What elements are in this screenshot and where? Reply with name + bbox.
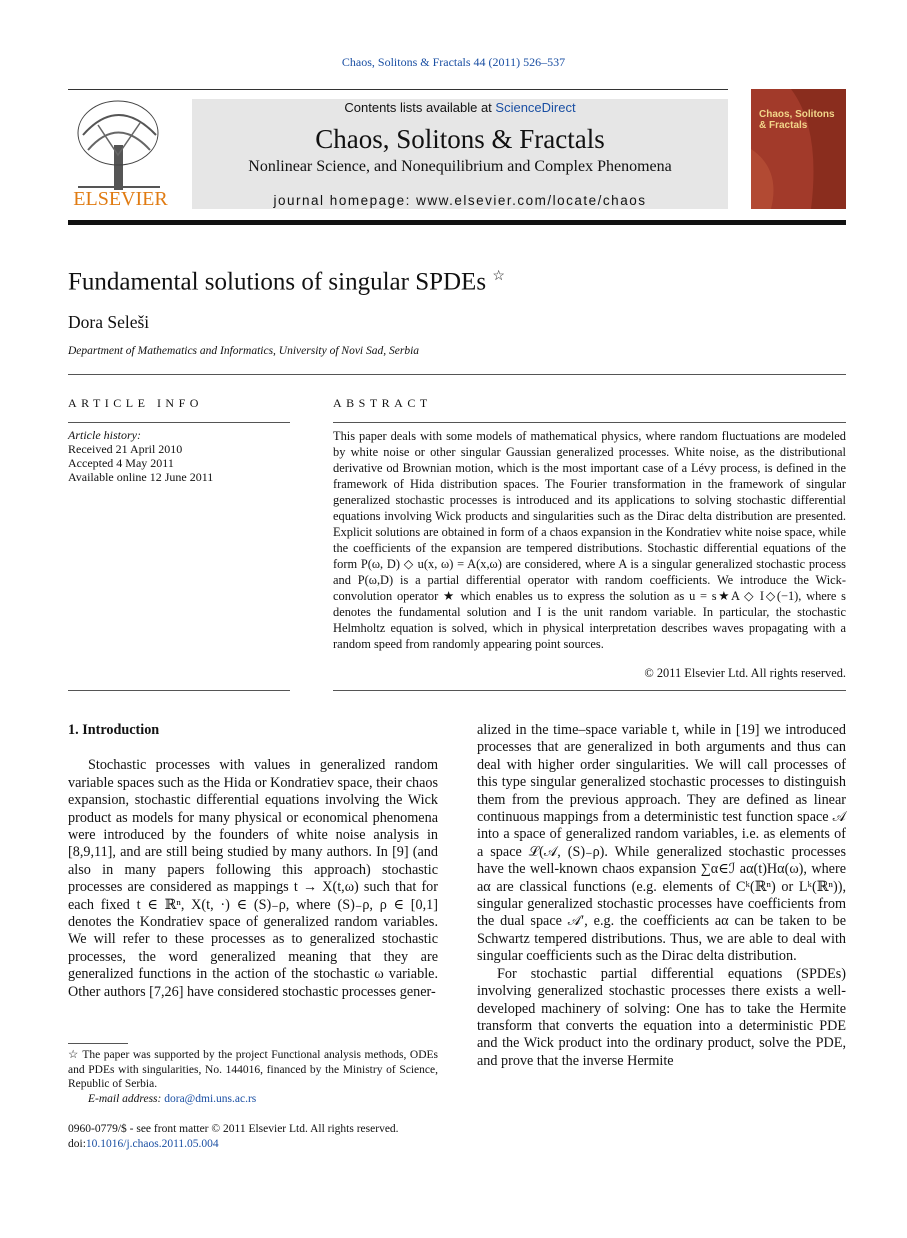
doi-link[interactable]: 10.1016/j.chaos.2011.05.004: [85, 1137, 219, 1150]
abstract-rule-bottom: [333, 690, 846, 691]
footnote-mark: ☆: [68, 1049, 79, 1061]
abstract-text: This paper deals with some models of mathematical physics, where random fluctuations are modeled by white noise or other singular Gaussian generalized processes. White noise, as the distributional derivative od Brownian motion, which is the most important case of a Lévy process, is defined in the framework of Hida distribution spaces. The Fourier transformation in the framework of singular generalized stochastic processes is introduced and its applications to solving stochastic differential equations involving Wick products and singularities such as the Dirac delta distribution are presented. Explicit solutions are obtained in form of a chaos expansion in the Kondratiev white noise space, while the coefficients of the expansion are tempered distributions. Stochastic differential equations of the form P(ω, D) ◇ u(x, ω) = A(x,ω) are considered, where A is a singular generalized stochastic process and P(ω,D) is a partial differential operator with random coefficients. We introduce the Wick-convolution operator ★ which enables us to express the solution as u = s★A ◇ I◇(−1), where s denotes the fundamental solution and I is the unit random variable. In particular, the stochastic Helmholtz equation is solved, which in physical interpretation describes waves propagating with a random speed from randomly appearing point sources.: [333, 429, 846, 651]
section-heading-introduction: 1. Introduction: [68, 722, 160, 738]
page-footer: [68, 1122, 468, 1151]
funding-footnote: [68, 1048, 438, 1092]
article-history: [68, 428, 213, 484]
footnote-rule: [68, 1043, 128, 1044]
article-title-text: Fundamental solutions of singular SPDEs: [68, 268, 487, 296]
email-link[interactable]: dora@dmi.uns.ac.rs: [164, 1092, 257, 1105]
title-footnote-mark[interactable]: ☆: [492, 269, 505, 284]
homepage-link[interactable]: www.elsevier.com/locate/chaos: [416, 193, 647, 208]
abstract-copyright: © 2011 Elsevier Ltd. All rights reserved.: [644, 666, 846, 680]
header-thick-rule: [68, 220, 846, 225]
header-divider: [68, 89, 728, 90]
journal-homepage: [192, 193, 728, 208]
footnote-text: The paper was supported by the project Functional analysis methods, ODEs and PDEs with singularities, No. 144016, financed by the Ministry of Science, Republic of Serbia.: [68, 1049, 439, 1090]
body-column-right: [477, 722, 846, 1070]
info-rule-top: [68, 422, 290, 423]
journal-title: Chaos, Solitons & Fractals: [315, 124, 605, 154]
title-divider: [68, 374, 846, 375]
article-info-heading: ARTICLE INFO: [68, 396, 203, 410]
affiliation: Department of Mathematics and Informatics, University of Novi Sad, Serbia: [68, 345, 420, 357]
email-label: E-mail address:: [88, 1092, 165, 1105]
journal-subtitle: Nonlinear Science, and Nonequilibrium and Complex Phenomena: [248, 158, 672, 175]
publisher-name: ELSEVIER: [73, 188, 168, 210]
history-label: Article history:: [68, 428, 141, 442]
elsevier-logo[interactable]: [68, 95, 173, 210]
journal-citation[interactable]: Chaos, Solitons & Fractals 44 (2011) 526–537: [341, 55, 566, 69]
intro-paragraph-continued: alized in the time–space variable t, while in [19] we introduced processes that are generalized in both arguments and thus can deal with higher order singularities. We will call processes of this type singular generalized stochastic processes to distinguish them from the previous approach. They are defined as linear continuous mappings from a deterministic test function space 𝒜 into a space of generalized random variables, i.e. as elements of a space ℒ(𝒜, (S)₋ρ). While generalized stochastic processes have the well-known chaos expansion ∑α∈ℐ aα(t)Hα(ω), where aα are classical functions (e.g. elements of Cᵏ(ℝⁿ) or Lᵏ(ℝⁿ)), singular generalized stochastic processes have coefficients from the dual space 𝒜′, e.g. the coefficients aα can be taken to be Schwartz tempered distributions. Thus, we are able to deal with singular coefficients such as the Dirac delta distribution.: [477, 722, 846, 965]
abstract-heading: ABSTRACT: [333, 396, 432, 410]
homepage-label: journal homepage:: [273, 193, 417, 208]
accepted-date: Accepted 4 May 2011: [68, 456, 174, 470]
intro-paragraph-1: Stochastic processes with values in generalized random variable spaces such as the Hida or Kondratiev space, their chaos expansion, stochastic differential equations involving the Wick product as models for many physical or economical phenomena were introduced by the founders of white noise analysis in [8,9,11], and are still being studied by many authors. In [9] (and also in many papers following this approach) stochastic processes are considered as mappings t → X(t,ω) such that for each fixed t ∈ ℝⁿ, X(t, ·) ∈ (S)₋ρ, where (S)₋ρ, ρ ∈ [0,1] denotes the Kondratiev space of generalized random variables. We will refer to these processes as to generalized stochastic processes, the word generalized meaning that they are generalized functions in the action of the stochastic ω variable. Other authors [7,26] have considered stochastic processes gener-: [68, 757, 438, 1000]
info-rule-bottom: [68, 690, 290, 691]
received-date: Received 21 April 2010: [68, 442, 183, 456]
online-date: Available online 12 June 2011: [68, 470, 214, 484]
doi-label: doi:: [68, 1137, 86, 1150]
author-name[interactable]: Dora Seleši: [68, 312, 150, 332]
sciencedirect-link[interactable]: ScienceDirect: [495, 100, 576, 115]
abstract-rule-top: [333, 422, 846, 423]
cover-title: Chaos, Solitons & Fractals: [759, 109, 835, 131]
footnote: [68, 1048, 438, 1106]
body-column-left: [68, 722, 438, 1001]
journal-cover[interactable]: [751, 89, 846, 209]
contents-prefix: Contents lists available at: [344, 100, 496, 115]
doi-line: [68, 1137, 468, 1152]
contents-line: [192, 100, 728, 115]
article-title: [68, 268, 505, 296]
email-footnote: [68, 1092, 438, 1107]
intro-paragraph-2: For stochastic partial differential equations (SPDEs) involving generalized stochastic processes there exists a well-developed machinery of solving: One has to take the Hermite transform that converts the equation into a deterministic PDE and the Wick product into the ordinary product, solve the PDE, and prove that the inverse Hermite: [477, 965, 846, 1069]
issn-line: 0960-0779/$ - see front matter © 2011 Elsevier Ltd. All rights reserved.: [68, 1123, 399, 1135]
cover-texture-icon: [751, 89, 846, 209]
